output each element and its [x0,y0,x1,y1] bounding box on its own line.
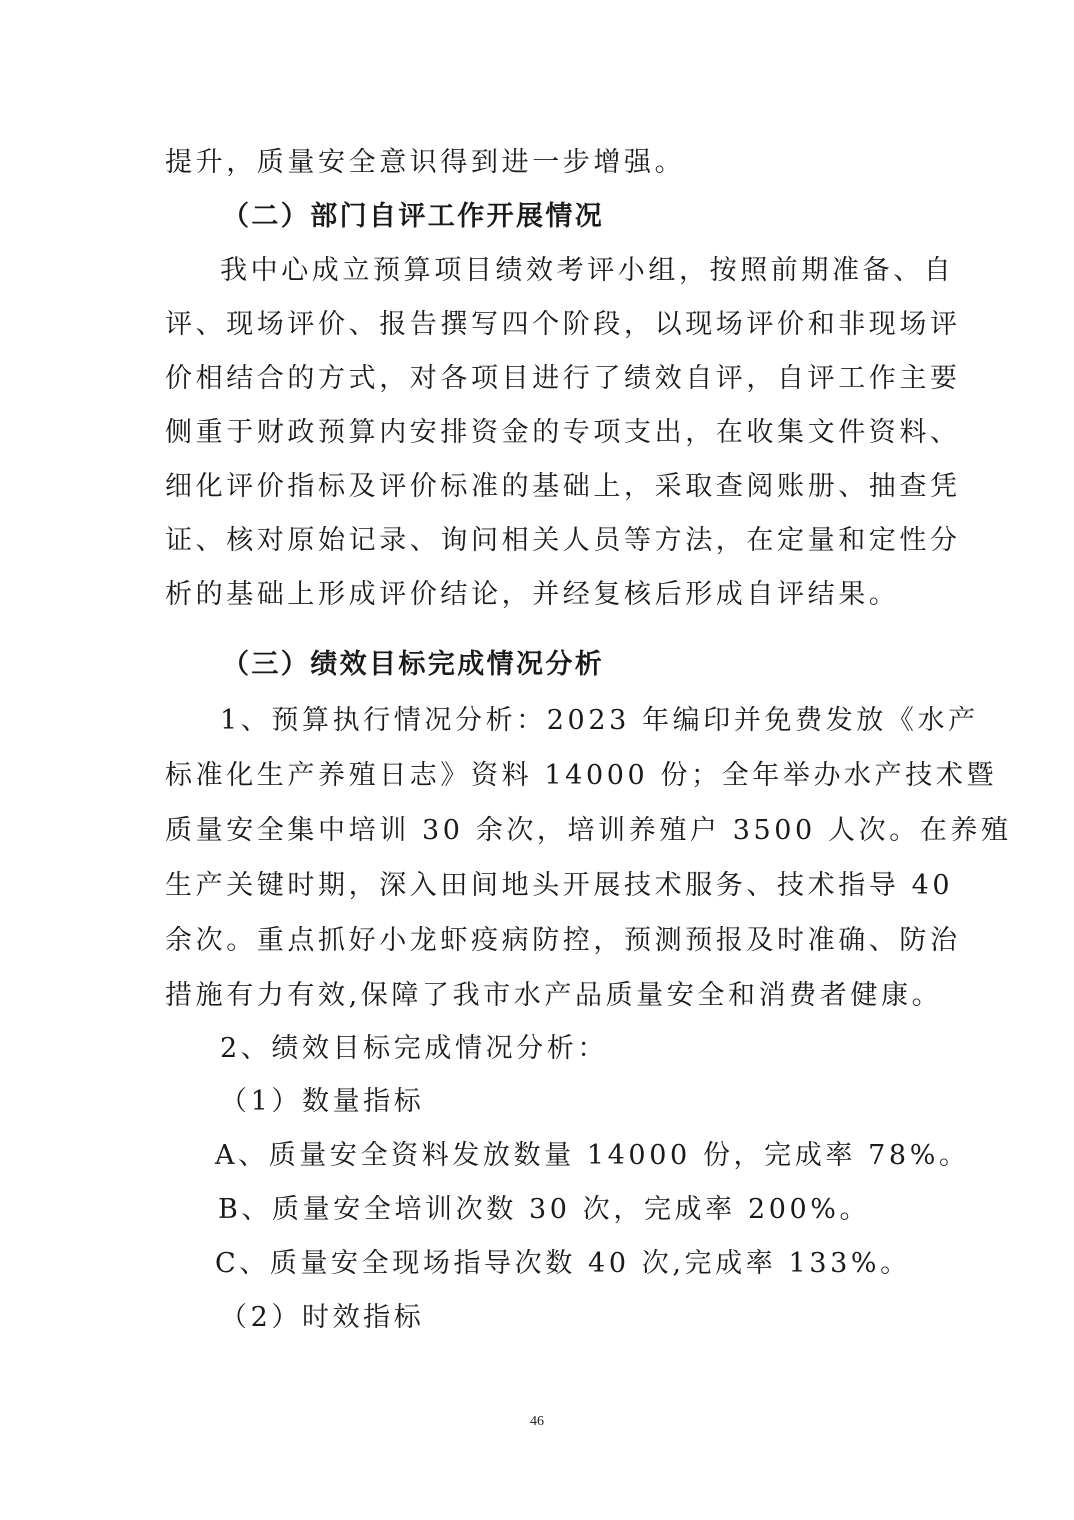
section-heading-2: （二）部门自评工作开展情况 [222,201,605,232]
body-text-line: 评、现场评价、报告撰写四个阶段，以现场评价和非现场评 [165,309,961,340]
page-number: 46 [530,1414,544,1429]
section-heading-3: （三）绩效目标完成情况分析 [222,649,605,680]
body-text-line: 生产关键时期，深入田间地头开展技术服务、技术指导 40 [165,870,954,901]
list-item: B、质量安全培训次数 30 次，完成率 200%。 [218,1194,871,1225]
body-text-line: 侧重于财政预算内安排资金的专项支出，在收集文件资料、 [165,417,961,448]
body-text-line: 证、核对原始记录、询问相关人员等方法，在定量和定性分 [165,525,961,556]
list-item: A、质量安全资料发放数量 14000 份，完成率 78%。 [215,1140,970,1171]
body-text-line: 余次。重点抓好小龙虾疫病防控，预测预报及时准确、防治 [165,925,961,956]
subheading-timeliness: （2）时效指标 [220,1302,425,1333]
body-text-line: 我中心成立预算项目绩效考评小组，按照前期准备、自 [220,255,955,286]
body-text-line: 细化评价指标及评价标准的基础上，采取查阅账册、抽查凭 [165,471,961,502]
body-text-line: 价相结合的方式，对各项目进行了绩效自评，自评工作主要 [165,363,961,394]
body-text-line: 2、绩效目标完成情况分析： [220,1033,608,1064]
subheading-quantity: （1）数量指标 [220,1086,425,1117]
body-text-line: 措施有力有效,保障了我市水产品质量安全和消费者健康。 [165,980,943,1011]
body-text-line: 析的基础上形成评价结论，并经复核后形成自评结果。 [165,579,900,610]
list-item: C、质量安全现场指导次数 40 次,完成率 133%。 [215,1248,911,1279]
body-text-line: 标准化生产养殖日志》资料 14000 份；全年举办水产技术暨 [165,760,998,791]
body-text-line: 质量安全集中培训 30 余次，培训养殖户 3500 人次。在养殖 [165,815,1012,846]
body-text-line: 提升，质量安全意识得到进一步增强。 [165,147,686,178]
body-text-line: 1、预算执行情况分析：2023 年编印并免费发放《水产 [220,705,979,736]
